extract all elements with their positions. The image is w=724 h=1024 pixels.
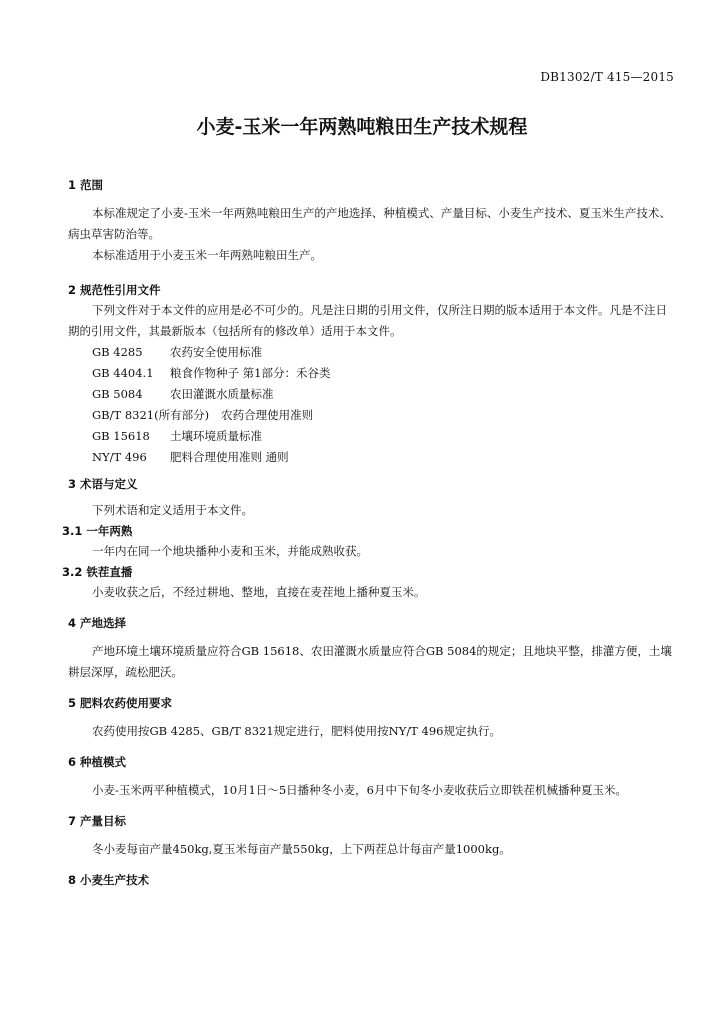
reference-title: 农田灌溉水质量标准 — [170, 387, 274, 401]
terms-intro-paragraph: 下列术语和定义适用于本文件。 — [92, 503, 253, 517]
reference-item — [68, 447, 674, 468]
reference-item — [68, 342, 674, 363]
section-heading-wheat-production: 8 小麦生产技术 — [68, 873, 150, 887]
reference-code: GB 15618 — [92, 429, 150, 443]
reference-code: GB/T 8321(所有部分) — [92, 408, 210, 422]
reference-item — [68, 405, 674, 426]
reference-item — [68, 426, 674, 447]
site-selection-paragraph: 产地环境土壤环境质量应符合GB 15618、农田灌溉水质量应符合GB 5084的规定；且地块平整，排灌方便，土壤耕层深厚，疏松肥沃。 — [68, 644, 672, 679]
reference-title: 农药合理使用准则 — [221, 408, 314, 422]
document-body — [62, 175, 674, 890]
term-heading-stubble-seeding: 3.2 铁茬直播 — [62, 565, 133, 579]
standard-code: DB1302/T 415—2015 — [540, 70, 674, 84]
reference-item — [68, 384, 674, 405]
document-title: 小麦-玉米一年两熟吨粮田生产技术规程 — [196, 116, 528, 138]
scope-paragraph-2: 本标准适用于小麦玉米一年两熟吨粮田生产。 — [92, 248, 322, 262]
reference-title: 粮食作物种子 第1部分：禾谷类 — [170, 366, 331, 380]
reference-item — [68, 363, 674, 384]
section-heading-fertilizer-pesticide: 5 肥料农药使用要求 — [68, 696, 173, 710]
section-heading-scope: 1 范围 — [68, 178, 104, 192]
reference-code: NY/T 496 — [92, 450, 147, 464]
reference-code: GB 5084 — [92, 387, 143, 401]
reference-code: GB 4285 — [92, 345, 143, 359]
scope-paragraph-1: 本标准规定了小麦-玉米一年两熟吨粮田生产的产地选择、种植模式、产量目标、小麦生产技术、夏玉米生产技术、病虫草害防治等。 — [68, 206, 671, 241]
planting-mode-paragraph: 小麦-玉米两平种植模式，10月1日～5日播种冬小麦，6月中下旬冬小麦收获后立即铁茬机械播种夏玉米。 — [92, 783, 627, 797]
section-heading-terms-definitions: 3 术语与定义 — [68, 477, 138, 491]
section-heading-normative-references: 2 规范性引用文件 — [68, 283, 161, 297]
section-heading-site-selection: 4 产地选择 — [68, 616, 127, 630]
reference-code: GB 4404.1 — [92, 366, 154, 380]
section-heading-yield-target: 7 产量目标 — [68, 814, 127, 828]
term-text-stubble-seeding: 小麦收获之后，不经过耕地、整地，直接在麦茬地上播种夏玉米。 — [92, 585, 426, 599]
term-text-double-cropping: 一年内在同一个地块播种小麦和玉米，并能成熟收获。 — [92, 544, 368, 558]
fertilizer-pesticide-paragraph: 农药使用按GB 4285、GB/T 8321规定进行，肥料使用按NY/T 496规定执行。 — [92, 724, 501, 738]
reference-title: 农药安全使用标准 — [170, 345, 262, 359]
section-heading-planting-mode: 6 种植模式 — [68, 755, 127, 769]
term-heading-double-cropping: 3.1 一年两熟 — [62, 524, 133, 538]
reference-title: 肥料合理使用准则 通则 — [170, 450, 289, 464]
reference-title: 土壤环境质量标准 — [170, 429, 262, 443]
references-intro-paragraph: 下列文件对于本文件的应用是必不可少的。凡是注日期的引用文件，仅所注日期的版本适用于本文件。凡是不注日期的引用文件，其最新版本（包括所有的修改单）适用于本文件。 — [68, 303, 667, 338]
yield-target-paragraph: 冬小麦每亩产量450kg,夏玉米每亩产量550kg，上下两茬总计每亩产量1000kg。 — [92, 842, 511, 856]
